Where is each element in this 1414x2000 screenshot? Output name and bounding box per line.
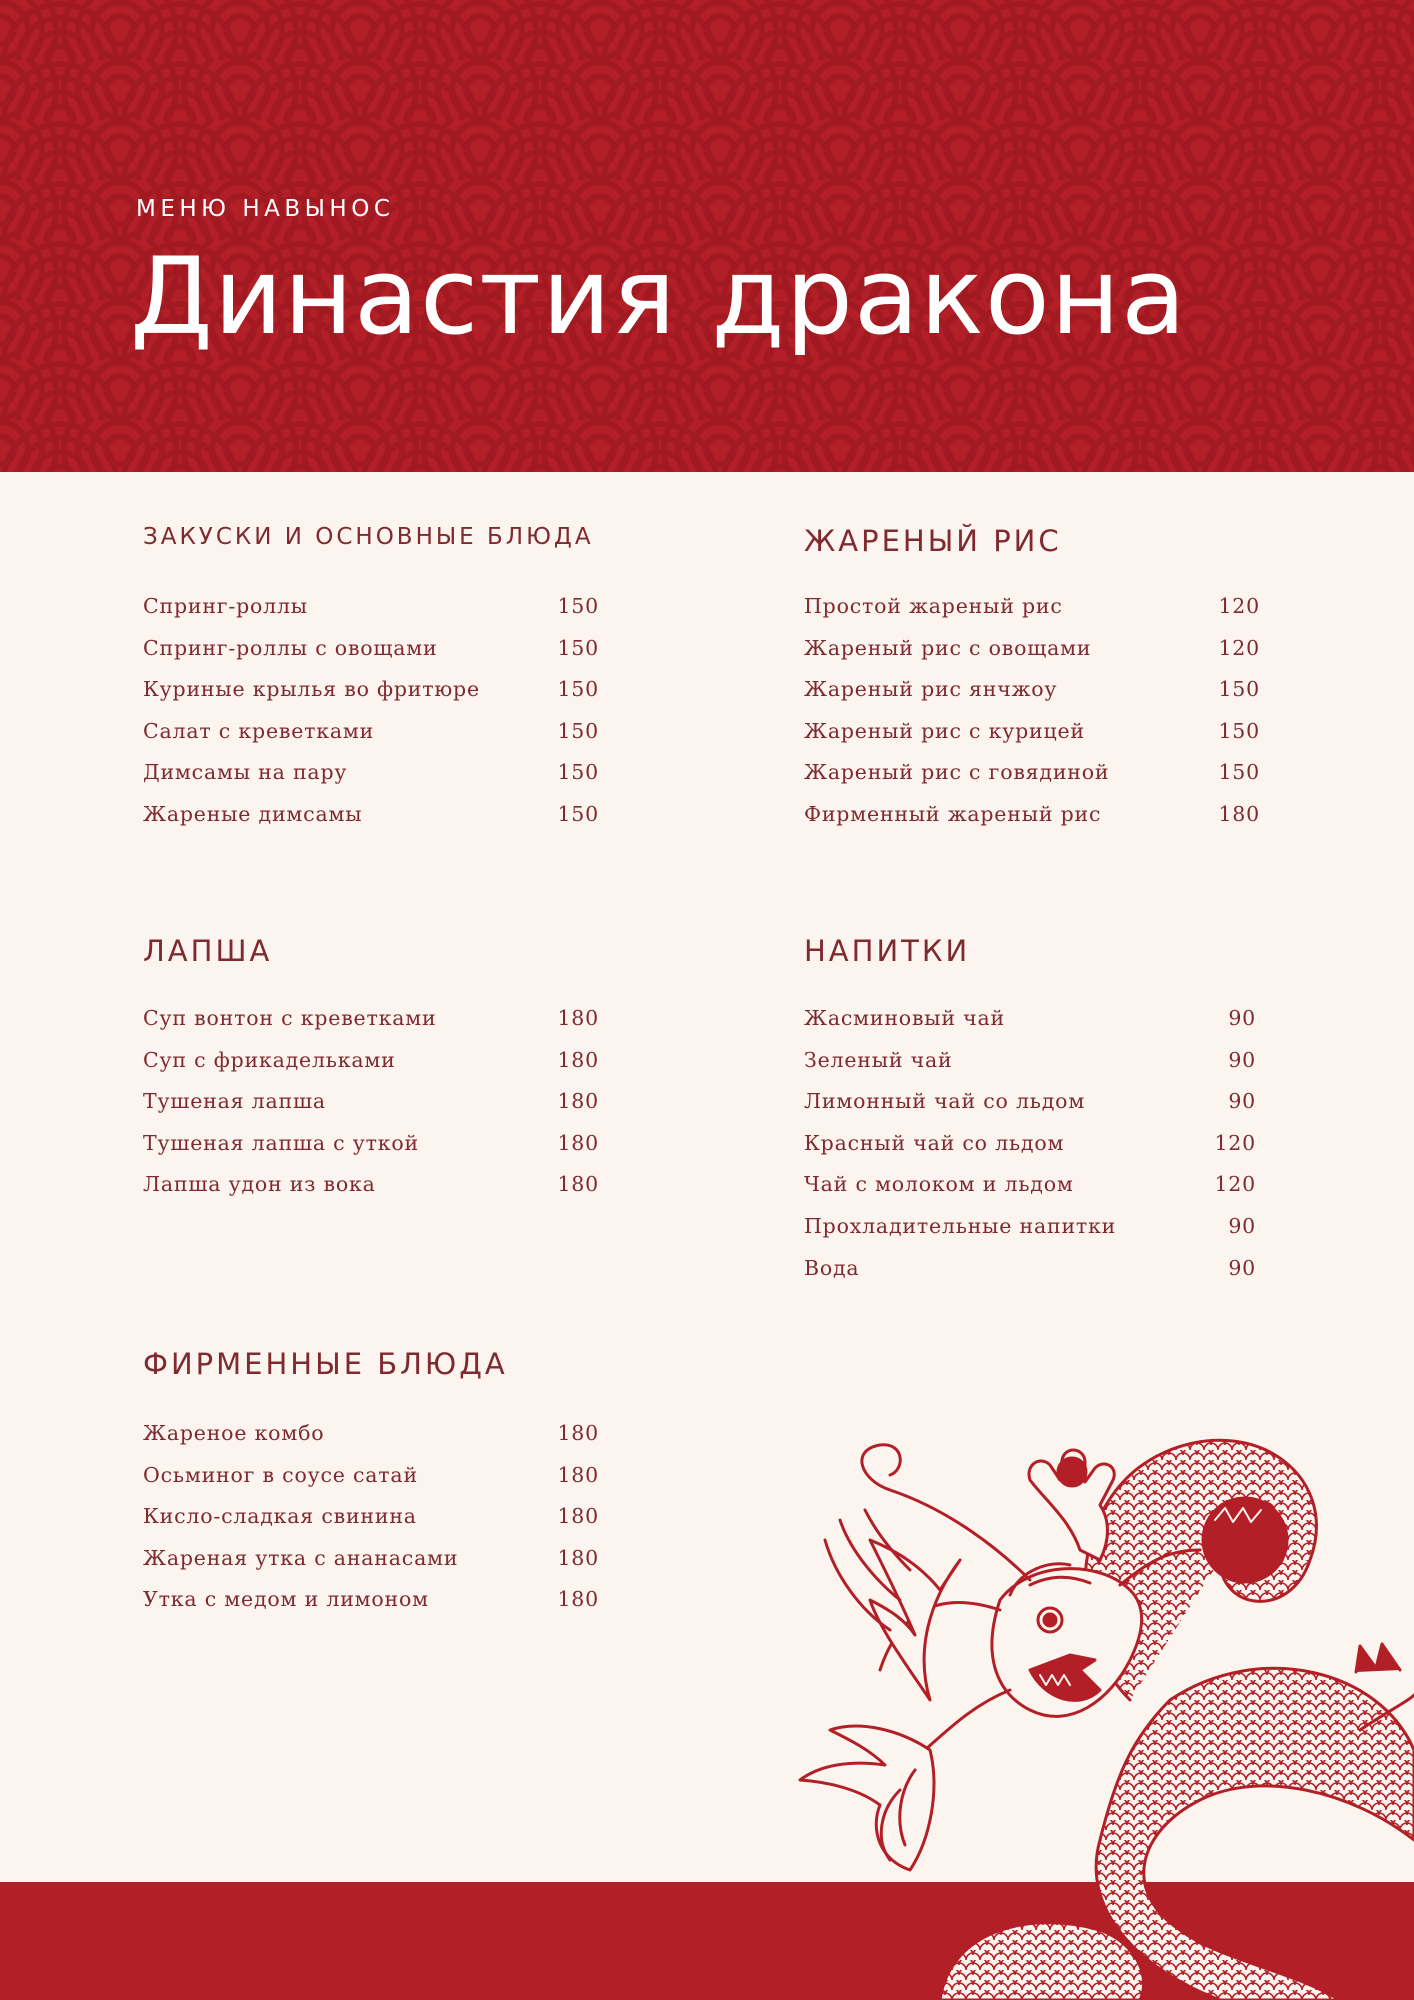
item-price: 120 (1218, 594, 1260, 618)
item-price: 120 (1218, 635, 1260, 660)
section-title: НАПИТКИ (804, 934, 971, 968)
item-name: Вода (804, 1255, 860, 1280)
item-price: 150 (1218, 677, 1260, 702)
item-name: Утка с медом и лимоном (143, 1587, 429, 1612)
item-name: Димсамы на пару (143, 760, 348, 785)
menu-item (143, 1006, 599, 1048)
menu-item (143, 1587, 599, 1629)
item-name: Суп с фрикадельками (143, 1047, 396, 1072)
menu-item (143, 760, 599, 802)
item-price: 90 (1228, 1047, 1256, 1072)
restaurant-title: Династия дракона (130, 235, 1188, 358)
menu-item (143, 1546, 599, 1588)
item-price: 150 (557, 801, 599, 826)
item-price: 90 (1228, 1213, 1256, 1238)
item-price: 120 (1214, 1172, 1256, 1197)
item-name: Жареный рис с овощами (804, 635, 1092, 660)
section-signature (143, 1347, 599, 1612)
menu-list (143, 1006, 599, 1214)
item-name: Зеленый чай (804, 1047, 953, 1072)
menu-item (804, 1256, 1256, 1298)
item-price: 180 (557, 1047, 599, 1072)
menu-item (804, 1172, 1256, 1214)
menu-list (143, 1421, 599, 1629)
item-price: 150 (557, 760, 599, 785)
menu-item (804, 1131, 1256, 1173)
section-fried-rice (804, 524, 1260, 826)
item-price: 180 (557, 1130, 599, 1155)
section-title: ФИРМЕННЫЕ БЛЮДА (143, 1347, 508, 1381)
menu-item (143, 1131, 599, 1173)
item-name: Спринг-роллы с овощами (143, 635, 438, 660)
item-price: 90 (1228, 1006, 1256, 1030)
menu-item (804, 1048, 1256, 1090)
item-name: Прохладительные напитки (804, 1213, 1117, 1238)
item-name: Спринг-роллы (143, 594, 308, 618)
menu-item (804, 636, 1260, 678)
item-name: Чай с молоком и льдом (804, 1172, 1074, 1197)
menu-subtitle: МЕНЮ НАВЫНОС (136, 196, 395, 222)
item-name: Жасминовый чай (804, 1006, 1006, 1030)
item-name: Жареное комбо (143, 1421, 325, 1445)
item-name: Фирменный жареный рис (804, 801, 1102, 826)
menu-item (804, 677, 1260, 719)
section-title: ЛАПША (143, 934, 273, 968)
menu-item (804, 1006, 1256, 1048)
menu-item (804, 1214, 1256, 1256)
item-name: Суп вонтон с креветками (143, 1006, 437, 1030)
menu-item (143, 677, 599, 719)
menu-item (143, 636, 599, 678)
item-name: Тушеная лапша (143, 1089, 326, 1114)
item-price: 180 (1218, 801, 1260, 826)
item-price: 150 (1218, 760, 1260, 785)
item-name: Кисло-сладкая свинина (143, 1504, 417, 1529)
item-name: Салат с креветками (143, 718, 375, 743)
item-name: Тушеная лапша с уткой (143, 1130, 419, 1155)
menu-item (143, 1089, 599, 1131)
item-price: 90 (1228, 1089, 1256, 1114)
menu-list (804, 1006, 1256, 1297)
menu-list (804, 594, 1260, 844)
item-name: Куриные крылья во фритюре (143, 677, 480, 702)
item-name: Лапша удон из вока (143, 1172, 376, 1197)
menu-item (143, 802, 599, 844)
item-name: Осьминог в соусе сатай (143, 1462, 418, 1487)
item-name: Жареный рис с говядиной (804, 760, 1110, 785)
menu-item (143, 1421, 599, 1463)
item-price: 90 (1228, 1255, 1256, 1280)
item-price: 180 (557, 1587, 599, 1612)
item-price: 150 (1218, 718, 1260, 743)
item-price: 180 (557, 1006, 599, 1030)
dragon-illustration (700, 1370, 1414, 2000)
header-banner (0, 0, 1414, 472)
item-price: 180 (557, 1545, 599, 1570)
menu-item (804, 719, 1260, 761)
menu-item (143, 1504, 599, 1546)
item-price: 180 (557, 1421, 599, 1445)
section-noodles (143, 934, 599, 1197)
item-name: Красный чай со льдом (804, 1130, 1065, 1155)
item-name: Жареные димсамы (143, 801, 363, 826)
item-price: 150 (557, 635, 599, 660)
item-name: Лимонный чай со льдом (804, 1089, 1086, 1114)
item-name: Жареный рис янчжоу (804, 677, 1058, 702)
menu-list (143, 594, 599, 844)
item-price: 180 (557, 1504, 599, 1529)
item-name: Жареный рис с курицей (804, 718, 1085, 743)
section-title: ЖАРЕНЫЙ РИС (804, 524, 1062, 558)
section-drinks (804, 934, 1256, 1280)
item-price: 150 (557, 718, 599, 743)
item-name: Простой жареный рис (804, 594, 1063, 618)
menu-item (143, 719, 599, 761)
item-price: 120 (1214, 1130, 1256, 1155)
item-price: 180 (557, 1462, 599, 1487)
menu-item (143, 1172, 599, 1214)
item-name: Жареная утка с ананасами (143, 1545, 459, 1570)
menu-item (804, 760, 1260, 802)
menu-item (143, 1048, 599, 1090)
item-price: 150 (557, 677, 599, 702)
section-appetizers (143, 524, 599, 826)
menu-item (143, 1463, 599, 1505)
menu-item (804, 594, 1260, 636)
item-price: 180 (557, 1172, 599, 1197)
item-price: 150 (557, 594, 599, 618)
item-price: 180 (557, 1089, 599, 1114)
menu-item (143, 594, 599, 636)
menu-item (804, 802, 1260, 844)
menu-item (804, 1089, 1256, 1131)
section-title: ЗАКУСКИ И ОСНОВНЫЕ БЛЮДА (143, 524, 594, 550)
